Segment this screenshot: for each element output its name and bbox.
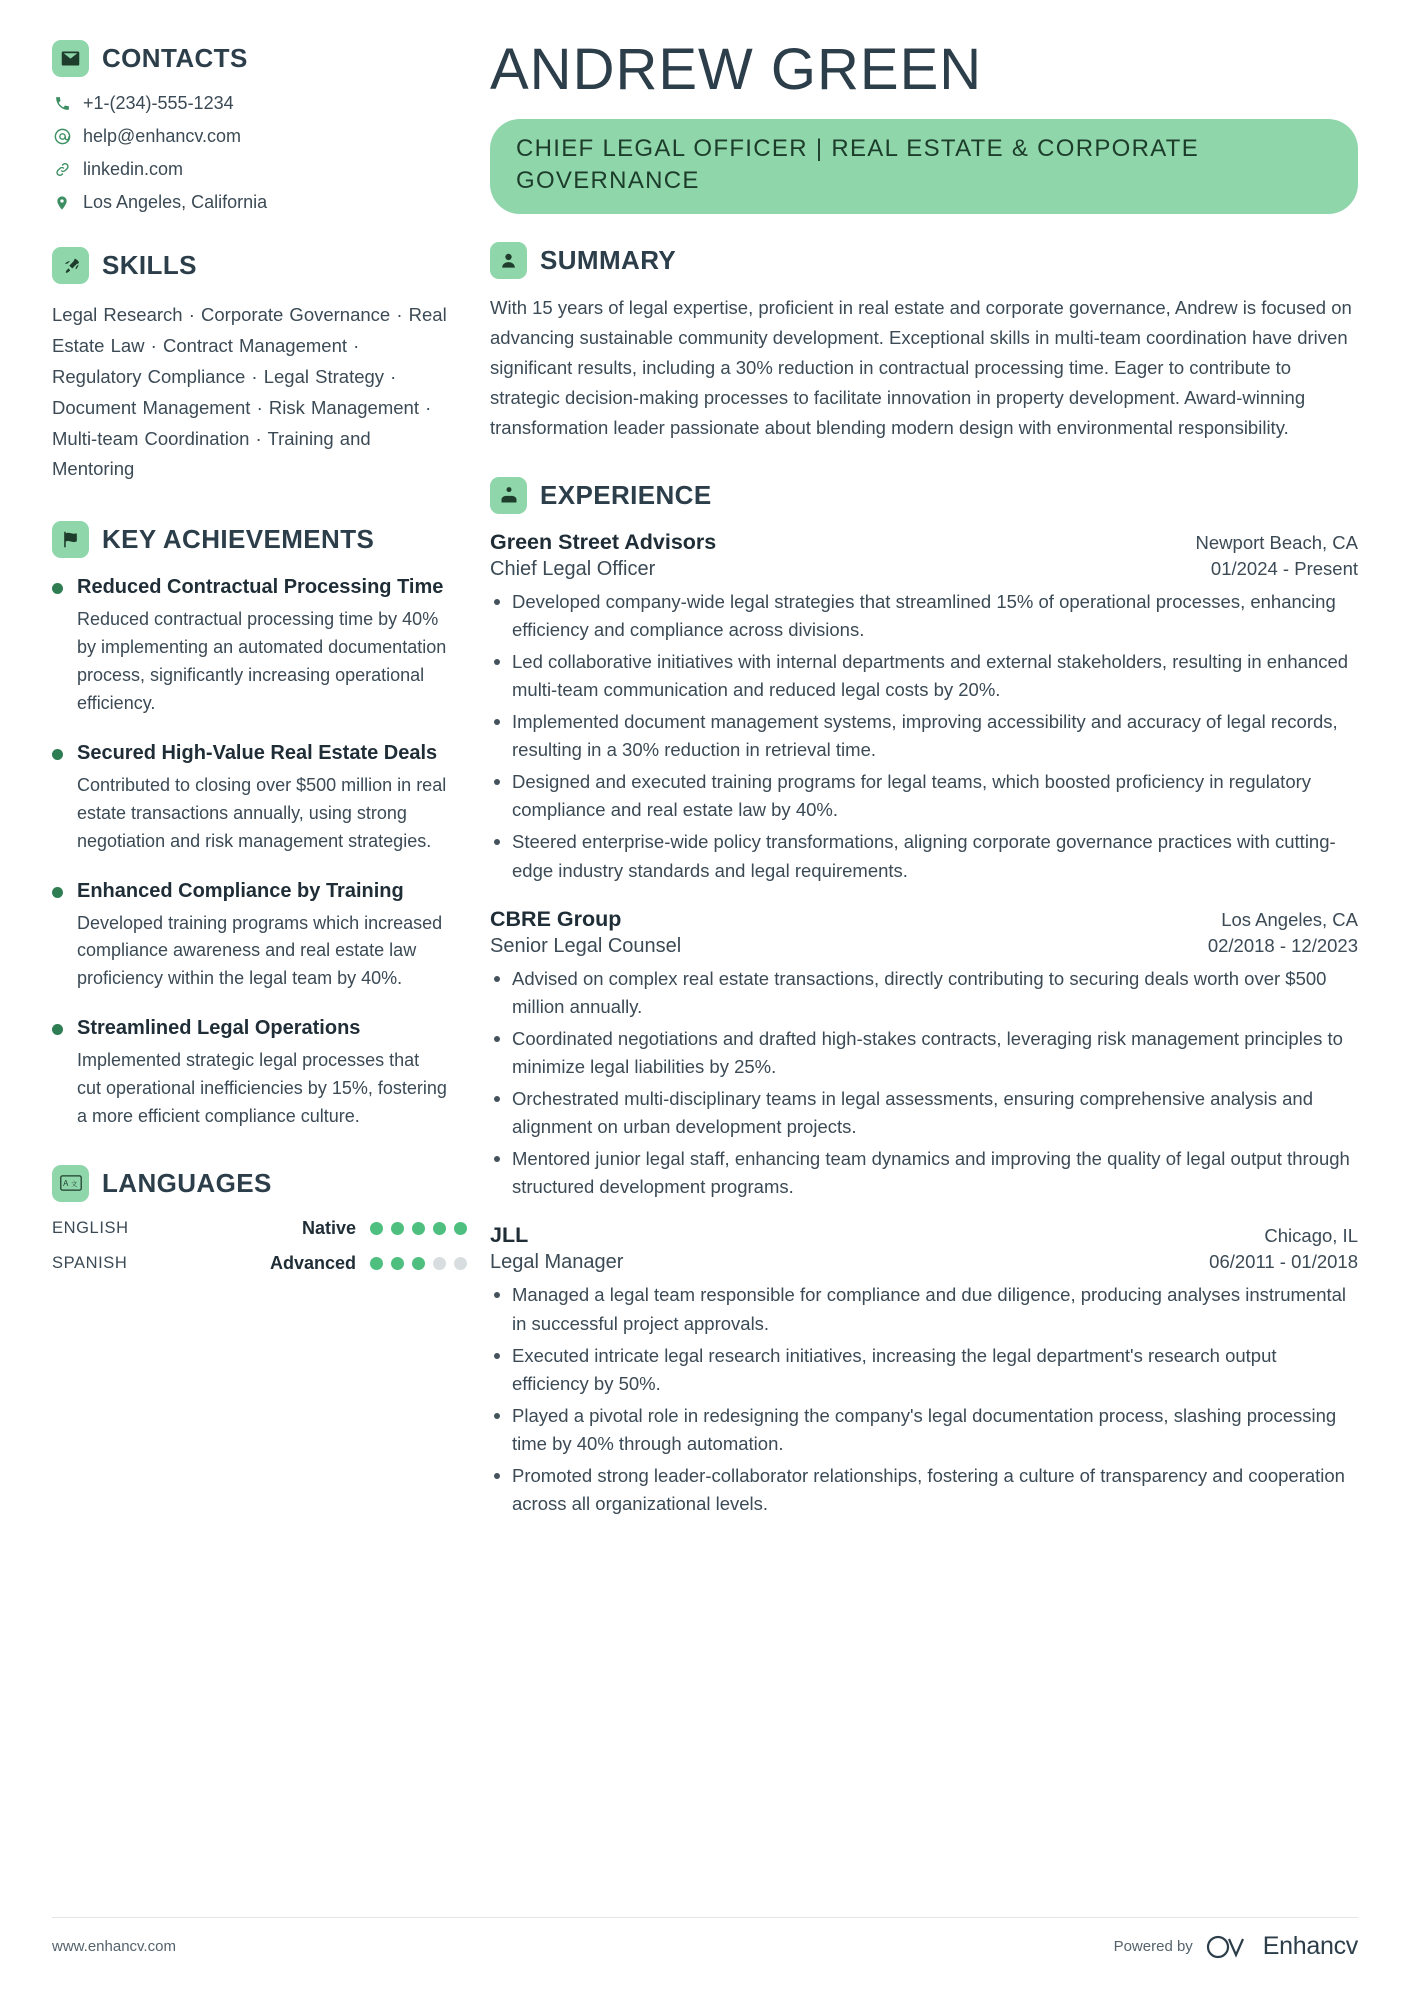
language-row (52, 1218, 448, 1239)
contact-location (52, 192, 448, 213)
skills-title: SKILLS (102, 250, 197, 280)
languages-heading (52, 1165, 448, 1202)
job-role: Senior Legal Counsel (490, 934, 682, 957)
brand-name: Enhancv (1262, 1932, 1358, 1960)
location-icon (52, 194, 72, 212)
bullet: Designed and executed training programs for legal teams, which boosted proficiency in regulatory compliance and real estate law by 40%. (490, 768, 1358, 824)
job-dates: 01/2024 - Present (1210, 557, 1358, 579)
job-dates: 02/2018 - 12/2023 (1207, 934, 1358, 956)
bullet: Led collaborative initiatives with internal departments and external stakeholders, resulting in enhanced multi-team communication and reduced legal costs by 20%. (490, 648, 1358, 704)
person-icon (490, 242, 527, 279)
experience-header (490, 907, 1358, 932)
experience-item (490, 530, 1358, 885)
achievements-heading (52, 521, 448, 558)
envelope-icon (52, 40, 89, 77)
languages-section (52, 1165, 448, 1274)
company-name: Green Street Advisors (490, 529, 717, 554)
achievement-desc: Contributed to closing over $500 million in real estate transactions annually, using strong negotiation and risk management strategies. (77, 774, 447, 851)
page-title: ANDREW GREEN (490, 37, 983, 102)
summary-heading (490, 242, 1358, 279)
bullet: Steered enterprise-wide policy transformations, aligning corporate governance practices with cutting-edge industry standards and legal requirements. (490, 828, 1358, 884)
language-level: Native (301, 1217, 356, 1238)
achievement-item (52, 1015, 448, 1131)
experience-subheader (490, 935, 1358, 958)
contact-link-value: linkedin.com (83, 159, 184, 179)
contact-location-value: Los Angeles, California (83, 192, 268, 212)
company-location: Los Angeles, CA (1221, 908, 1358, 930)
bullet: Executed intricate legal research initiatives, increasing the legal department's research output efficiency by 50%. (490, 1342, 1358, 1398)
enhancv-logo-icon (1205, 1934, 1251, 1960)
contact-email (52, 126, 448, 147)
contacts-heading (52, 40, 448, 77)
bullet: Promoted strong leader-collaborator relationships, fostering a culture of transparency and cooperation across all organizational levels. (490, 1462, 1358, 1518)
bullet-dot-icon (52, 887, 63, 898)
achievement-desc: Implemented strategic legal processes that cut operational inefficiencies by 15%, fostering a more efficient compliance culture. (77, 1050, 447, 1127)
bullet-dot-icon (52, 749, 63, 760)
languages-title: LANGUAGES (102, 1167, 272, 1198)
contacts-title: CONTACTS (102, 43, 248, 73)
summary-title: SUMMARY (540, 244, 677, 275)
experience-title: EXPERIENCE (540, 479, 712, 510)
language-row (52, 1253, 448, 1274)
job-dates: 06/2011 - 01/2018 (1209, 1251, 1358, 1273)
contact-email-value: help@enhancv.com (83, 126, 242, 146)
flag-icon (52, 521, 89, 558)
svg-text:A: A (62, 1179, 68, 1189)
achievements-title: KEY ACHIEVEMENTS (102, 524, 375, 555)
powered-by-label: Powered by (1113, 1938, 1193, 1955)
achievement-title: Streamlined Legal Operations (77, 1017, 361, 1040)
company-location: Chicago, IL (1264, 1225, 1358, 1247)
job-role: Legal Manager (490, 1251, 624, 1274)
contacts-list (52, 93, 448, 213)
bullet: Played a pivotal role in redesigning the company's legal documentation process, slashing processing time by 40% through automation. (490, 1402, 1358, 1458)
rocket-icon (52, 247, 89, 284)
bullet-dot-icon (52, 583, 63, 594)
briefcase-people-icon (490, 477, 527, 514)
summary-text: With 15 years of legal expertise, proficient in real estate and corporate governance, Andrew is focused on advancing sustainable community development. Exceptional skills in multi-team coordination have driven significant results, including a 30% reduction in contractual processing time. Eager to contribute to strategic decision-making processes to facilitate innovation in property development. Award-winning transformation leader passionate about blending modern design with environmental responsibility. (490, 296, 1352, 438)
bullet: Coordinated negotiations and drafted high-stakes contracts, leveraging risk management principles to minimize legal liabilities by 25%. (490, 1025, 1358, 1081)
experience-header (490, 1223, 1358, 1248)
language-level: Advanced (269, 1252, 356, 1273)
skills-heading (52, 247, 448, 284)
achievement-title: Enhanced Compliance by Training (77, 879, 404, 902)
job-role: Chief Legal Officer (490, 557, 656, 580)
bullet: Implemented document management systems, improving accessibility and accuracy of legal records, resulting in a 30% reduction in retrieval time. (490, 708, 1358, 764)
page-footer (52, 1917, 1358, 1961)
bullet: Orchestrated multi-disciplinary teams in legal assessments, ensuring comprehensive analysis and alignment on urban development projects. (490, 1085, 1358, 1141)
contact-phone-value: +1-(234)-555-1234 (83, 93, 234, 113)
job-title-banner: CHIEF LEGAL OFFICER | REAL ESTATE & CORPORATE GOVERNANCE (490, 119, 1358, 214)
contact-link (52, 159, 448, 180)
link-icon (52, 161, 72, 178)
achievement-desc: Reduced contractual processing time by 40% by implementing an automated documentation process, significantly increasing operational efficiency. (77, 609, 447, 714)
translate-icon (52, 1165, 89, 1202)
footer-url[interactable]: www.enhancv.com (52, 1938, 176, 1955)
achievement-title: Secured High-Value Real Estate Deals (77, 741, 438, 764)
svg-text:文: 文 (70, 1181, 77, 1189)
bullet: Developed company-wide legal strategies that streamlined 15% of operational processes, enhancing efficiency and compliance across divisions. (490, 588, 1358, 644)
language-rating (370, 1257, 467, 1270)
company-location: Newport Beach, CA (1195, 531, 1358, 553)
achievements-section (52, 521, 448, 1131)
experience-subheader (490, 1251, 1358, 1274)
experience-item (490, 1223, 1358, 1518)
left-column (52, 40, 482, 1995)
experience-header (490, 530, 1358, 555)
achievement-item (52, 574, 448, 718)
skills-section (52, 247, 448, 485)
summary-section (490, 242, 1358, 443)
bullet-dot-icon (52, 1024, 63, 1035)
right-column (482, 37, 1358, 1995)
achievement-desc: Developed training programs which increased compliance awareness and real estate law proficiency within the legal team by 40%. (77, 912, 443, 989)
bullet: Mentored junior legal staff, enhancing team dynamics and improving the quality of legal output through structured development programs. (490, 1145, 1358, 1201)
language-rating (370, 1222, 467, 1235)
experience-bullets (490, 1281, 1358, 1518)
contacts-section (52, 40, 448, 213)
experience-bullets (490, 965, 1358, 1202)
contact-phone (52, 93, 448, 114)
experience-item (490, 907, 1358, 1202)
achievement-item (52, 740, 448, 856)
skills-list: Legal Research · Corporate Governance · Real Estate Law · Contract Management · Regulatory Compliance · Legal Strategy · Document Management · Risk Management · Multi-team Coordination · Training and Mentoring (52, 304, 447, 480)
achievement-item (52, 878, 448, 994)
experience-bullets (490, 588, 1358, 885)
phone-icon (52, 95, 72, 112)
email-icon (52, 127, 72, 146)
achievement-title: Reduced Contractual Processing Time (77, 576, 444, 599)
experience-subheader (490, 558, 1358, 581)
footer-branding (1114, 1932, 1358, 1961)
experience-heading (490, 477, 1358, 514)
language-name: SPANISH (52, 1253, 128, 1272)
bullet: Managed a legal team responsible for compliance and due diligence, producing analyses instrumental in successful project approvals. (490, 1281, 1358, 1337)
company-name: CBRE Group (490, 906, 622, 931)
bullet: Advised on complex real estate transactions, directly contributing to securing deals worth over $500 million annually. (490, 965, 1358, 1021)
language-name: ENGLISH (52, 1218, 129, 1237)
experience-section (490, 477, 1358, 1519)
company-name: JLL (490, 1223, 529, 1248)
